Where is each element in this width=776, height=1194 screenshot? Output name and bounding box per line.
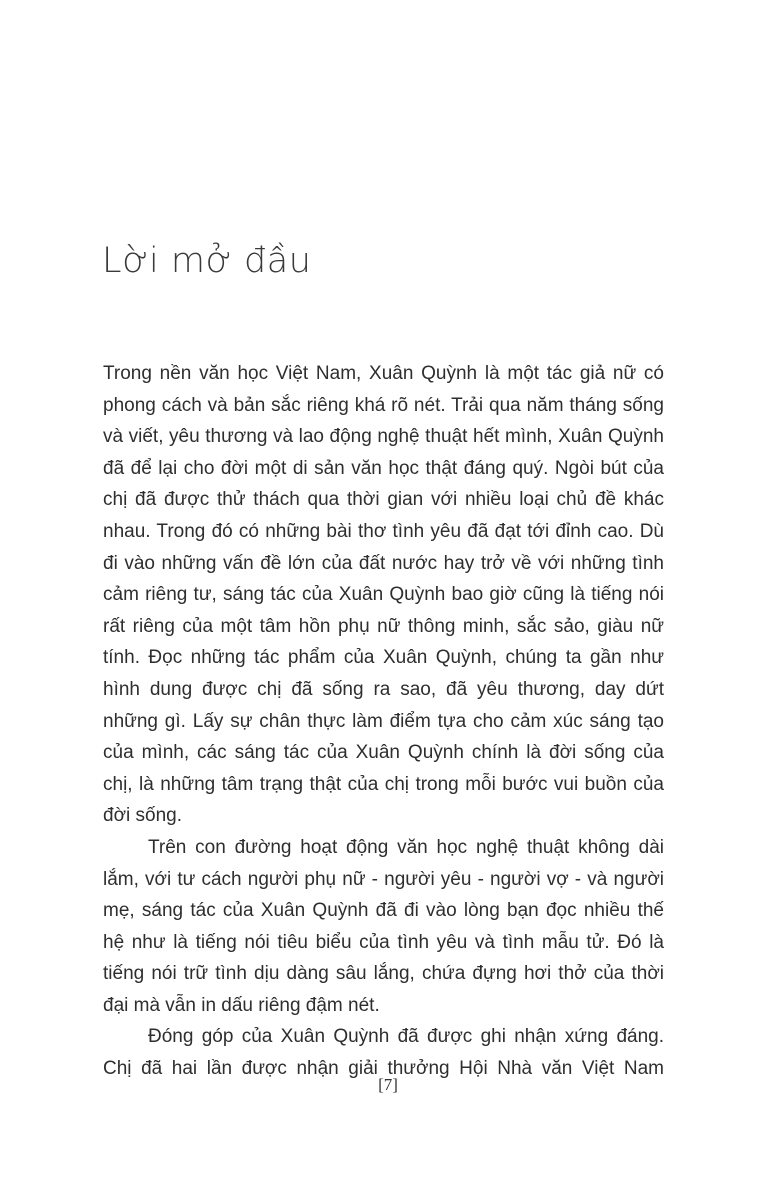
chapter-title: Lời mở đầu [102, 241, 312, 281]
body-text [103, 358, 664, 1085]
paragraph-2: Trên con đường hoạt động văn học nghệ thuật không dài lắm, với tư cách người phụ nữ - người yêu - người vợ - và người mẹ, sáng tác của Xuân Quỳnh đã đi vào lòng bạn đọc nhiều thế hệ như là tiếng nói tiêu biểu của tình yêu và tình mẫu tử. Đó là tiếng nói trữ tình dịu dàng sâu lắng, chứa đựng hơi thở của thời đại mà vẫn in dấu riêng đậm nét. [103, 836, 664, 1016]
page-number: [7] [378, 1075, 398, 1094]
paragraph-3: Đóng góp của Xuân Quỳnh đã được ghi nhận xứng đáng. Chị đã hai lần được nhận giải thưởng Hội Nhà văn Việt Nam [103, 1026, 664, 1080]
paragraph-1: Trong nền văn học Việt Nam, Xuân Quỳnh là một tác giả nữ có phong cách và bản sắc riêng khá rõ nét. Trải qua năm tháng sống và viết, yêu thương và lao động nghệ thuật hết mình, Xuân Quỳnh đã để lại cho đời một di sản văn học thật đáng quý. Ngòi bút của chị đã được thử thách qua thời gian với nhiều loại chủ đề khác nhau. Trong đó có những bài thơ tình yêu đã đạt tới đỉnh cao. Dù đi vào những vấn đề lớn của đất nước hay trở về với những tình cảm riêng tư, sáng tác của Xuân Quỳnh bao giờ cũng là tiếng nói rất riêng của một tâm hồn phụ nữ thông minh, sắc sảo, giàu nữ tính. Đọc những tác phẩm của Xuân Quỳnh, chúng ta gần như hình dung được chị đã sống ra sao, đã yêu thương, day dứt những gì. Lấy sự chân thực làm điểm tựa cho cảm xúc sáng tạo của mình, các sáng tác của Xuân Quỳnh chính là đời sống của chị, là những tâm trạng thật của chị trong mỗi bước vui buồn của đời sống. [103, 363, 664, 827]
